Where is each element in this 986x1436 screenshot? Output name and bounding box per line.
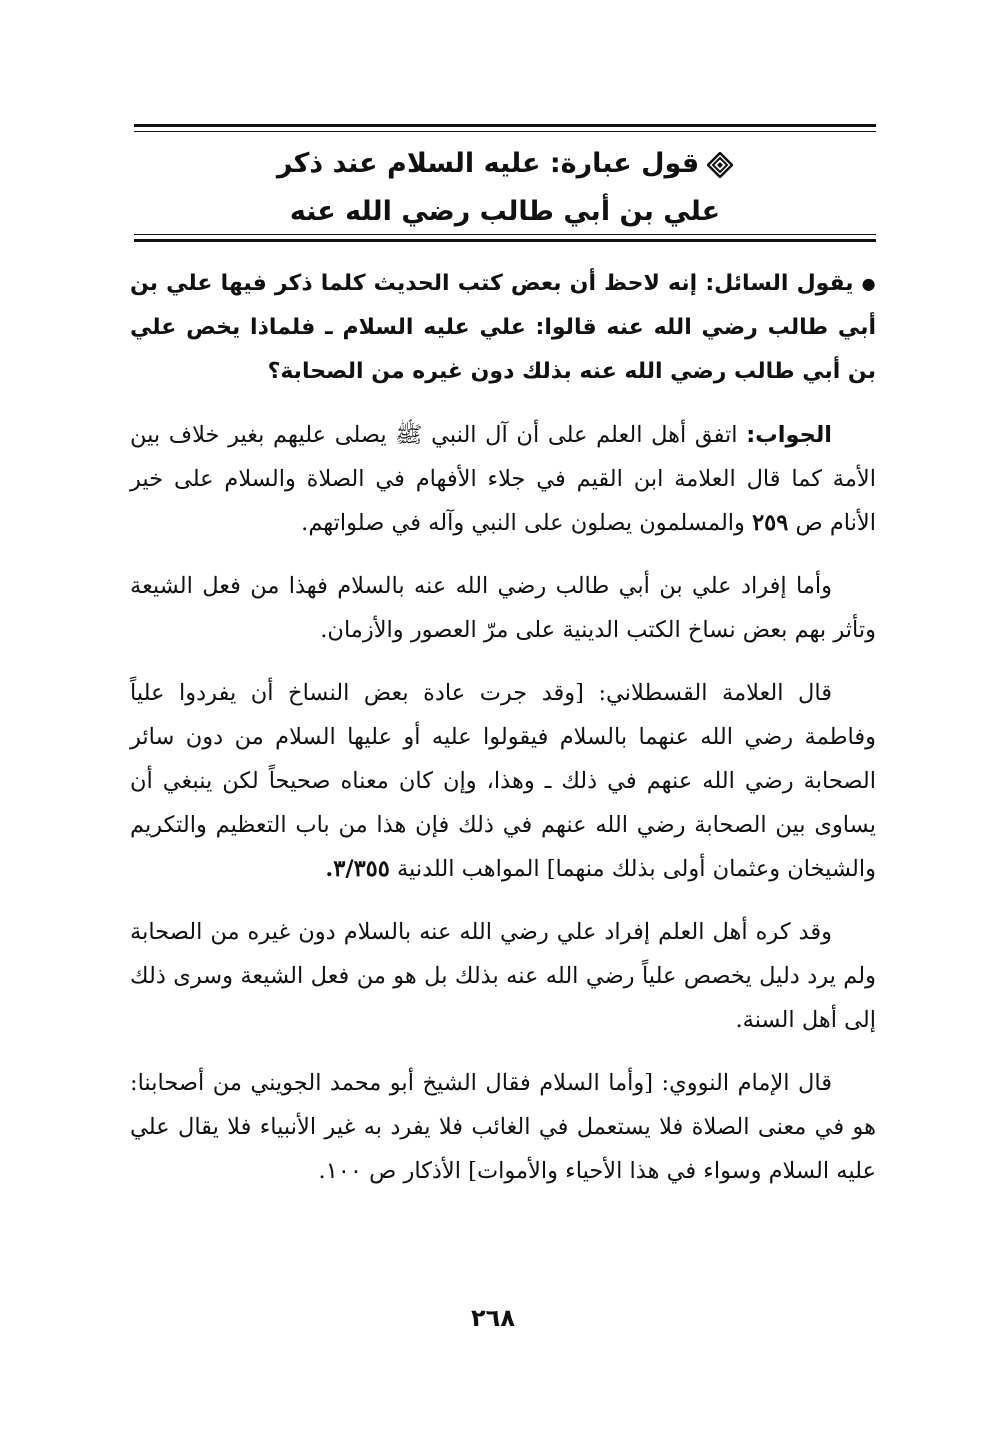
bottom-double-rule-thin <box>134 234 876 235</box>
answer-paragraph-5: قال الإمام النووي: [وأما السلام فقال الشيخ أبو محمد الجويني من أصحابنا: هو في معنى الصلاة فلا يستعمل في الغائب فلا يفرد به غير الأنبياء فلا يقال علي عليه السلام وسواء في هذا الأحياء والأموات] الأذكار ص ١٠٠. <box>130 1070 876 1184</box>
section-heading <box>134 140 876 236</box>
bottom-double-rule-thick <box>134 239 876 242</box>
question-label: يقول السائل: <box>705 271 854 296</box>
answer-label: الجواب: <box>746 422 832 448</box>
heading-line-1 <box>134 140 876 188</box>
answer-paragraph-2: وأما إفراد علي بن أبي طالب رضي الله عنه بالسلام فهذا من فعل الشيعة وتأثر بهم بعض نساخ الكتب الدينية على مرّ العصور والأزمان. <box>130 573 876 643</box>
top-double-rule-thin <box>134 131 876 132</box>
answer-p3-text: قال العلامة القسطلاني: [وقد جرت عادة بعض النساخ أن يفردوا علياً وفاطمة رضي الله عنهما بالسلام فيقولوا عليه أو عليها السلام من دون سائر الصحابة رضي الله عنهم في ذلك ـ وهذا، وإن كان معناه صحيحاً لكن ينبغي أن يساوى بين الصحابة رضي الله عنهم في ذلك فإن هذا من باب التعظيم والتكريم والشيخان وعثمان أولى بذلك منهما] المواهب اللدنية <box>130 680 876 882</box>
question-paragraph <box>130 262 876 394</box>
heading-line-1-text: قول عبارة: عليه السلام عند ذكر <box>276 148 700 179</box>
answer-paragraph-3 <box>130 671 876 891</box>
answer-p1-text-b: والمسلمون يصلون على النبي وآله في صلواتهم. <box>301 510 745 536</box>
answer-p1-text-a: اتفق أهل العلم على أن آل النبي ﷺ يصلى عليهم بغير خلاف بين الأمة كما قال العلامة ابن القيم في جلاء الأفهام في الصلاة والسلام على خير الأنام ص <box>130 422 876 536</box>
top-double-rule-thick <box>134 124 876 127</box>
page-number: ٢٦٨ <box>471 1304 515 1332</box>
answer-paragraph-1 <box>130 413 876 545</box>
bullet-icon: ● <box>861 274 876 293</box>
heading-line-2: علي بن أبي طالب رضي الله عنه <box>289 196 721 227</box>
answer-p3-reference: ٣/٣٥٥. <box>325 856 390 882</box>
page-body <box>130 262 876 1212</box>
diamond-ornament-icon <box>707 152 733 178</box>
question-text: إنه لاحظ أن بعض كتب الحديث كلما ذكر فيها علي بن أبي طالب رضي الله عنه قالوا: علي عليه السلام ـ فلماذا يخص علي بن أبي طالب رضي الله عنه بذلك دون غيره من الصحابة؟ <box>130 271 876 384</box>
answer-paragraph-4: وقد كره أهل العلم إفراد علي رضي الله عنه بالسلام دون غيره من الصحابة ولم يرد دليل يخصص علياً رضي الله عنه بذلك بل هو من فعل الشيعة وسرى ذلك إلى أهل السنة. <box>130 919 876 1033</box>
answer-p1-page-num: ٢٥٩ <box>752 510 789 536</box>
